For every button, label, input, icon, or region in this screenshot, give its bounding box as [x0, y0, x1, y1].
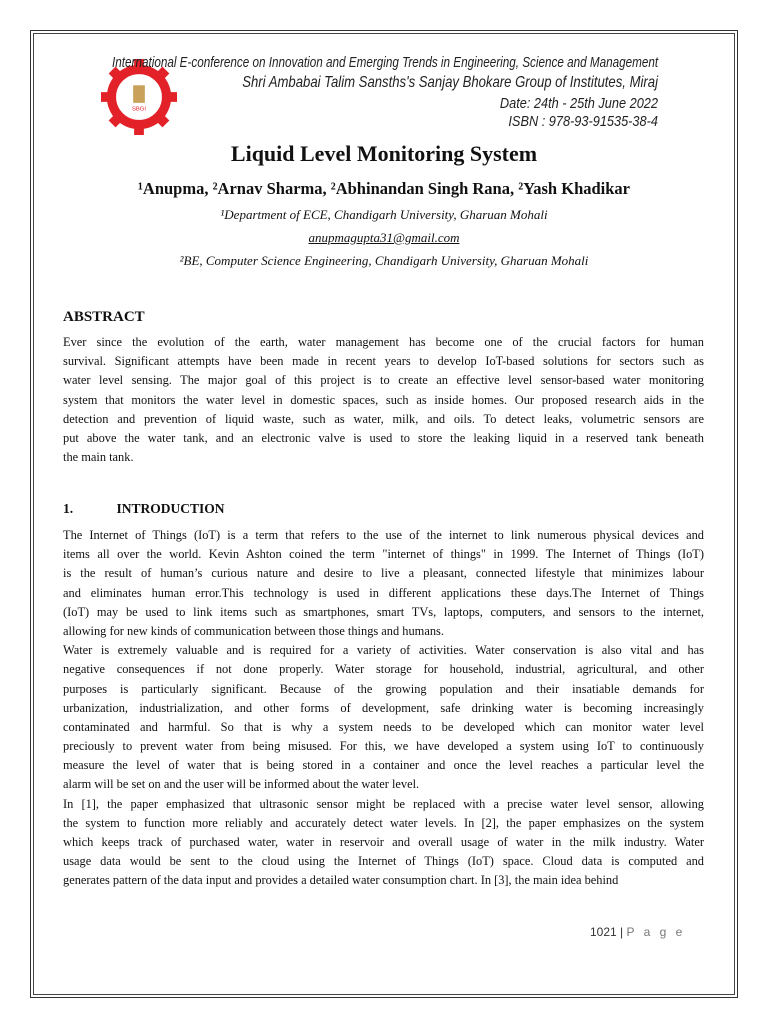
svg-text:SBGI: SBGI — [132, 106, 146, 113]
text-line: items all over the world. Kevin Ashton coined the term "internet of things" in 1999. The Internet of Things (IoT) — [63, 547, 704, 562]
abstract-heading: ABSTRACT — [63, 309, 145, 325]
text-line: the system to function more reliably and accurately detect water levels. In [2], the paper emphasizes on the system — [63, 815, 704, 830]
page-footer — [590, 925, 685, 939]
text-line: is the result of human’s curious nature and desire to live a pleasant, connected lifestyle that minimizes labour — [63, 566, 704, 581]
text-line: contaminated and harmful. So that is why a system needs to be developed which can monitor water level — [63, 719, 704, 734]
page-number: 1021 — [590, 925, 617, 939]
text-line: alarm will be set on and the user will be informed about the water level. — [63, 777, 420, 792]
author-email[interactable]: anupmagupta31@gmail.com — [308, 230, 460, 245]
introduction-body — [63, 526, 704, 891]
text-line: purposes is particularly significant. Because of the growing population and their insatiable demands for — [63, 681, 704, 696]
affiliation-1: ¹Department of ECE, Chandigarh University, Gharuan Mohali — [220, 207, 548, 222]
host-institute: Shri Ambabai Talim Sansths's Sanjay Bhokare Group of Institutes, Miraj — [242, 74, 658, 91]
text-line: which keeps track of purchased water, water in reservoir and overall usage of water in the milk industry. Water — [63, 835, 704, 849]
authors: ¹Anupma, ²Arnav Sharma, ²Abhinandan Singh Rana, ²Yash Khadikar — [137, 179, 631, 198]
text-line: (IoT) may be used to link items such as smartphones, smart TVs, laptops, computers, and sensors to the internet, — [63, 604, 704, 619]
text-line: generates pattern of the data input and provides a detailed water consumption chart. In [3], the main idea behind — [63, 873, 619, 888]
text-line: detection and prevention of liquid waste, such as water, milk, and oils. To detect leaks, volumetric sensors are — [63, 411, 704, 426]
section-number: 1. — [63, 501, 74, 516]
introduction-heading — [63, 501, 225, 517]
page-label: P a g e — [626, 925, 686, 939]
text-line: allowing for new kinds of communication between those things and humans. — [63, 623, 444, 638]
text-line: The Internet of Things (IoT) is a term that refers to the use of the internet to link numerous physical devices and — [63, 528, 704, 542]
text-line: water level sensing. The major goal of this project is to create an effective level sensor-based water monitoring — [63, 373, 704, 388]
abstract-body — [63, 333, 704, 467]
text-line: usage data would be sent to the cloud using the Internet of Things (IoT) space. Cloud data is computed and — [63, 854, 704, 869]
paper-title: Liquid Level Monitoring System — [230, 141, 538, 166]
text-line: and eliminates human error.This technology is used in different applications these days.The Internet of Things — [63, 585, 704, 600]
text-line: Ever since the evolution of the earth, water management has become one of the crucial factors for human — [63, 335, 704, 349]
conference-name: International E-conference on Innovation and Emerging Trends in Engineering, Science and Management — [111, 54, 658, 71]
affiliation-2: ²BE, Computer Science Engineering, Chandigarh University, Gharuan Mohali — [179, 253, 589, 268]
text-line: system that monitors the water level in domestic spaces, such as inside homes. Our proposed research aids in the — [63, 392, 704, 407]
text-line: survival. Significant attempts have been made in recent years to develop IoT-based solutions for sectors such as — [63, 354, 704, 369]
text-line: Water is extremely valuable and is required for a variety of activities. Water conservation is also vital and has — [63, 643, 704, 658]
text-line: the main tank. — [63, 450, 134, 465]
text-line: urbanization, industrialization, and other forms of development, safe drinking water is becoming increasingly — [63, 700, 704, 715]
text-line: In [1], the paper emphasized that ultrasonic sensor might be replaced with a precise water level sensor, allowing — [63, 796, 704, 811]
section-title: INTRODUCTION — [116, 501, 225, 516]
text-line: preciously to prevent water from being misused. For this, we have developed a system using IoT to continuously — [63, 739, 704, 754]
isbn: ISBN : 978-93-91535-38-4 — [508, 113, 658, 130]
conference-date: Date: 24th - 25th June 2022 — [499, 95, 658, 112]
text-line: measure the level of water that is being stored in a container and once the level reaches a particular level the — [63, 758, 704, 773]
text-line: put above the water tank, and an electronic valve is used to store the leaking liquid in a reserved tank beneath — [63, 430, 704, 445]
text-line: negative consequences if not done properly. Water storage for household, industrial, agricultural, and other — [63, 662, 704, 677]
footer-separator: | — [620, 925, 624, 939]
